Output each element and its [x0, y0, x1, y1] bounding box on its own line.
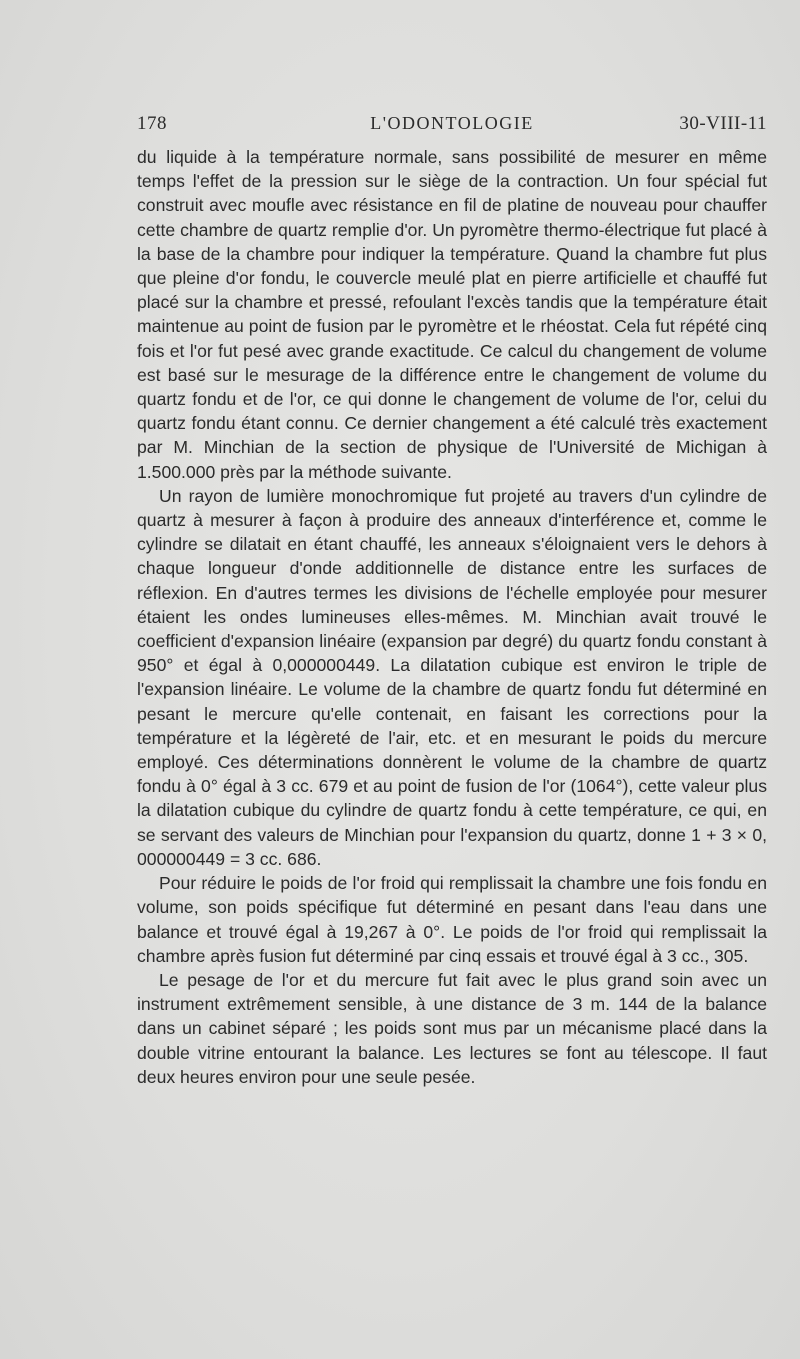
paragraph: Un rayon de lumière monochromique fut projeté au travers d'un cylindre de quartz à mesurer à façon à produire des anneaux d'interférence et, comme le cylindre se dilatait en étant chauffé, les anneaux s'éloignaient vers le dehors à chaque longueur d'onde additionnelle de distance entre les surfaces de réflexion. En d'autres termes les divisions de l'échelle employée pour mesurer étaient les ondes lumineuses elles-mêmes. M. Minchian avait trouvé le coefficient d'expansion linéaire (expansion par degré) du quartz fondu constant à 950° et égal à 0,000000449. La dilatation cubique est environ le triple de l'expansion linéaire. Le volume de la chambre de quartz fondu fut déterminé en pesant le mercure qu'elle contenait, en faisant les corrections pour la température et la légèreté de l'air, etc. et en mesurant le poids du mercure employé. Ces déterminations donnèrent le volume de la chambre de quartz fondu à 0° égal à 3 cc. 679 et au point de fusion de l'or (1064°), cette valeur plus la dilatation cubique du cylindre de quartz fondu à cette température, ce qui, en se servant des valeurs de Minchian pour l'expansion du quartz, donne 1 + 3 × 0, 000000449 = 3 cc. 686.: [137, 485, 767, 869]
issue-date: 30-VIII-11: [679, 113, 767, 134]
paragraph-continued: du liquide à la température normale, sans possibilité de mesurer en même temps l'effet de la pression sur le siège de la contraction. Un four spécial fut construit avec moufle avec résistance en fil de platine de nouveau pour chauffer cette chambre de quartz remplie d'or. Un pyromètre thermo-électrique fut placé à la base de la chambre pour indiquer la température. Quand la chambre fut plus que pleine d'or fondu, le couvercle meulé plat en pierre artificielle et chauffé fut placé sur la chambre et pressé, refoulant l'excès tandis que la température était maintenue au point de fusion par le pyromètre et le rhéostat. Cela fut répété cinq fois et l'or fut pesé avec grande exactitude. Ce calcul du changement de volume est basé sur le mesurage de la différence entre le changement de volume du quartz fondu et de l'or, ce qui donne le changement de volume de l'or, celui du quartz fondu étant connu. Ce dernier changement a été calculé très exactement par M. Minchian de la section de physique de l'Université de Michigan à 1.500.000 près par la méthode suivante.: [137, 147, 767, 482]
running-header: [137, 113, 767, 139]
page-number: 178: [137, 113, 167, 134]
paragraph: Pour réduire le poids de l'or froid qui remplissait la chambre une fois fondu en volume, son poids spécifique fut déterminé en pesant dans l'eau dans une balance et trouvé égal à 19,267 à 0°. Le poids de l'or froid qui remplissait la chambre après fusion fut déterminé par cinq essais et trouvé égal à 3 cc., 305.: [137, 873, 767, 966]
journal-title: L'ODONTOLOGIE: [370, 113, 534, 133]
paragraph: Le pesage de l'or et du mercure fut fait avec le plus grand soin avec un instrument extrêmement sensible, à une distance de 3 m. 144 de la balance dans un cabinet séparé ; les poids sont mus par un mécanisme placé dans la double vitrine entourant la balance. Les lectures se font au télescope. Il faut deux heures environ pour une seule pesée.: [137, 969, 767, 1087]
article-body: [137, 145, 767, 1089]
